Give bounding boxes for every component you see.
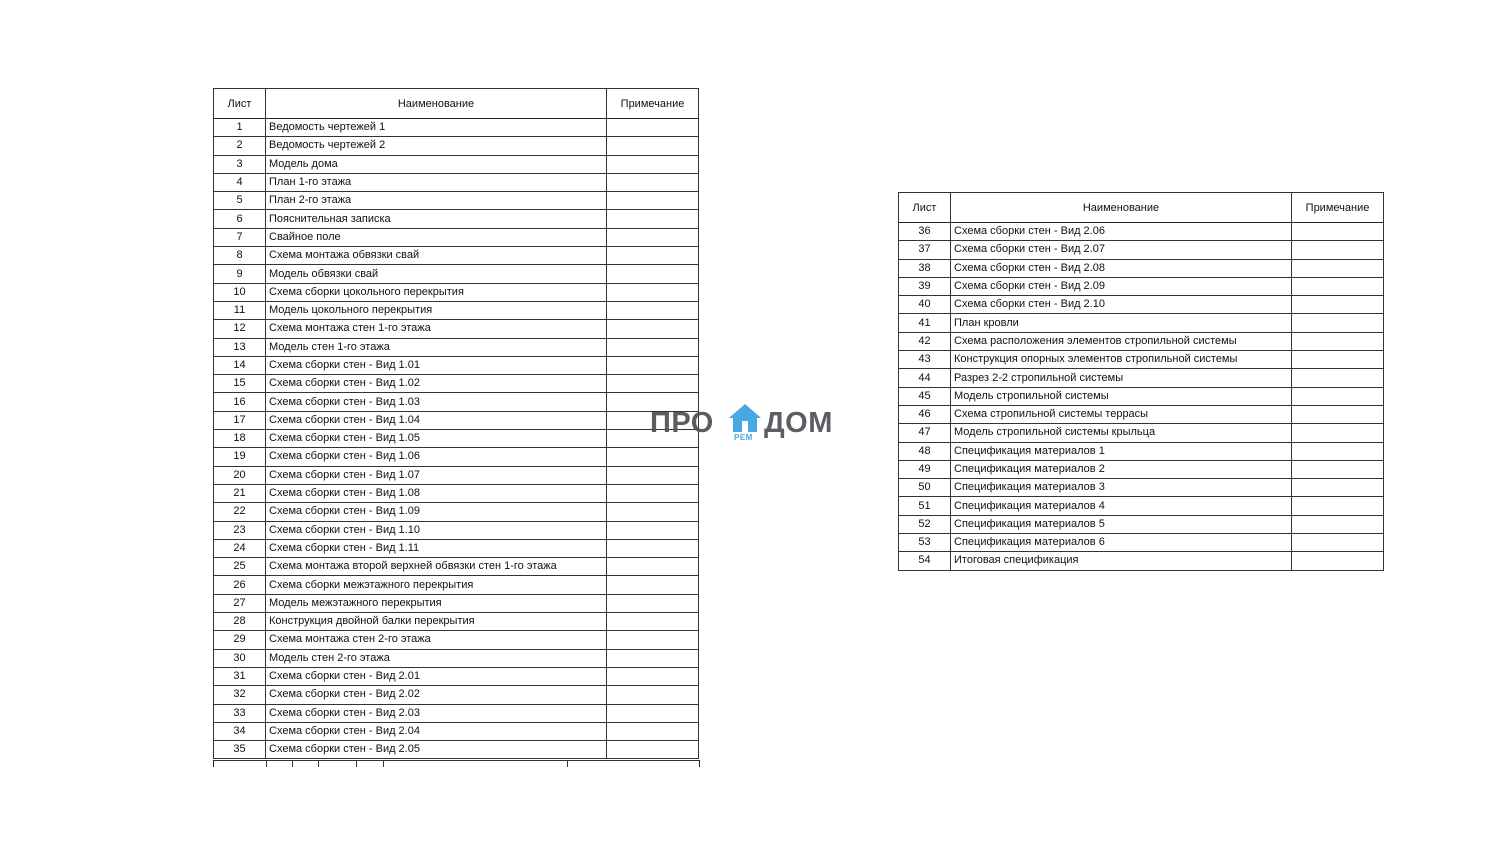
table-row [214, 667, 699, 685]
sheet-number-cell: 35 [214, 741, 266, 759]
note-cell [1292, 442, 1384, 460]
note-cell [1292, 351, 1384, 369]
sheet-name-cell: Разрез 2-2 стропильной системы [951, 369, 1292, 387]
sheet-number-cell: 6 [214, 210, 266, 228]
sheet-name-cell: Схема сборки стен - Вид 2.01 [266, 667, 607, 685]
sheet-name-cell: Модель стен 2-го этажа [266, 649, 607, 667]
drawing-list-table-left [213, 88, 699, 759]
column-header-note: Примечание [1292, 193, 1384, 223]
table-row [214, 558, 699, 576]
sheet-number-cell: 9 [214, 265, 266, 283]
table-row [899, 424, 1384, 442]
note-cell [607, 722, 699, 740]
sheet-name-cell: Спецификация материалов 1 [951, 442, 1292, 460]
note-cell [607, 301, 699, 319]
note-cell [1292, 314, 1384, 332]
note-cell [607, 686, 699, 704]
table-row [899, 223, 1384, 241]
sheet-name-cell: Спецификация материалов 3 [951, 479, 1292, 497]
sheet-name-cell: Пояснительная записка [266, 210, 607, 228]
note-cell [1292, 223, 1384, 241]
logo-word-right: ДОМ [764, 407, 833, 439]
table-row [899, 277, 1384, 295]
table-row [899, 332, 1384, 350]
sheet-number-cell: 16 [214, 393, 266, 411]
sheet-name-cell: Схема сборки межэтажного перекрытия [266, 576, 607, 594]
sheet-name-cell: Модель стропильной системы крыльца [951, 424, 1292, 442]
sheet-number-cell: 23 [214, 521, 266, 539]
note-cell [607, 448, 699, 466]
table-row [214, 210, 699, 228]
table-row [899, 351, 1384, 369]
sheet-name-cell: Спецификация материалов 5 [951, 515, 1292, 533]
table-row [214, 411, 699, 429]
sheet-name-cell: Схема сборки стен - Вид 2.06 [951, 223, 1292, 241]
note-cell [607, 375, 699, 393]
table-row [214, 704, 699, 722]
sheet-number-cell: 31 [214, 667, 266, 685]
sheet-number-cell: 20 [214, 466, 266, 484]
table-row [214, 356, 699, 374]
sheet-name-cell: Схема сборки стен - Вид 2.04 [266, 722, 607, 740]
note-cell [607, 173, 699, 191]
table-row [214, 448, 699, 466]
sheet-number-cell: 47 [899, 424, 951, 442]
sheet-name-cell: Схема монтажа обвязки свай [266, 247, 607, 265]
table-row [899, 314, 1384, 332]
table-row [214, 631, 699, 649]
table-row [899, 241, 1384, 259]
note-cell [1292, 552, 1384, 570]
sheet-name-cell: Схема стропильной системы террасы [951, 405, 1292, 423]
note-cell [607, 539, 699, 557]
drawing-list-table-right [898, 192, 1384, 571]
note-cell [1292, 534, 1384, 552]
sheet-name-cell: Схема сборки стен - Вид 2.09 [951, 277, 1292, 295]
sheet-name-cell: Схема сборки стен - Вид 2.07 [951, 241, 1292, 259]
sheet-number-cell: 26 [214, 576, 266, 594]
sheet-number-cell: 29 [214, 631, 266, 649]
note-cell [607, 521, 699, 539]
sheet-number-cell: 40 [899, 296, 951, 314]
sheet-number-cell: 21 [214, 484, 266, 502]
note-cell [1292, 369, 1384, 387]
sheet-name-cell: Ведомость чертежей 2 [266, 137, 607, 155]
note-cell [607, 558, 699, 576]
note-cell [1292, 497, 1384, 515]
note-cell [607, 484, 699, 502]
table-row [899, 515, 1384, 533]
sheet-name-cell: Итоговая спецификация [951, 552, 1292, 570]
sheet-name-cell: Схема сборки стен - Вид 2.10 [951, 296, 1292, 314]
sheet-number-cell: 2 [214, 137, 266, 155]
sheet-number-cell: 33 [214, 704, 266, 722]
table-row [214, 173, 699, 191]
sheet-name-cell: Схема сборки стен - Вид 1.10 [266, 521, 607, 539]
sheet-name-cell: Конструкция опорных элементов стропильной системы [951, 351, 1292, 369]
watermark-logo [650, 403, 850, 445]
sheet-name-cell: Схема сборки стен - Вид 1.08 [266, 484, 607, 502]
note-cell [1292, 515, 1384, 533]
sheet-number-cell: 28 [214, 613, 266, 631]
sheet-name-cell: Схема сборки стен - Вид 2.08 [951, 259, 1292, 277]
sheet-number-cell: 37 [899, 241, 951, 259]
sheet-number-cell: 8 [214, 247, 266, 265]
sheet-name-cell: Схема монтажа стен 2-го этажа [266, 631, 607, 649]
sheet-number-cell: 4 [214, 173, 266, 191]
note-cell [1292, 424, 1384, 442]
table-row [214, 247, 699, 265]
table-row [214, 594, 699, 612]
column-header-note: Примечание [607, 89, 699, 119]
table-row [899, 405, 1384, 423]
sheet-number-cell: 48 [899, 442, 951, 460]
table-row [214, 521, 699, 539]
house-icon [728, 403, 762, 433]
table-row [899, 479, 1384, 497]
title-block-fragment [213, 760, 700, 767]
sheet-name-cell: Схема сборки стен - Вид 1.05 [266, 430, 607, 448]
sheet-number-cell: 24 [214, 539, 266, 557]
sheet-name-cell: План 2-го этажа [266, 192, 607, 210]
table-row [899, 259, 1384, 277]
sheet-number-cell: 39 [899, 277, 951, 295]
table-row [899, 296, 1384, 314]
table-row [214, 283, 699, 301]
note-cell [1292, 405, 1384, 423]
sheet-number-cell: 10 [214, 283, 266, 301]
table-row [214, 119, 699, 137]
column-header-name: Наименование [266, 89, 607, 119]
note-cell [607, 338, 699, 356]
sheet-name-cell: Схема сборки стен - Вид 1.06 [266, 448, 607, 466]
sheet-name-cell: План кровли [951, 314, 1292, 332]
note-cell [607, 741, 699, 759]
sheet-number-cell: 53 [899, 534, 951, 552]
note-cell [607, 228, 699, 246]
sheet-name-cell: План 1-го этажа [266, 173, 607, 191]
logo-subtitle: РЕМ [734, 433, 753, 442]
sheet-number-cell: 36 [899, 223, 951, 241]
table-row [899, 387, 1384, 405]
table-row [214, 539, 699, 557]
note-cell [1292, 479, 1384, 497]
sheet-name-cell: Модель цокольного перекрытия [266, 301, 607, 319]
table-row [214, 430, 699, 448]
sheet-number-cell: 7 [214, 228, 266, 246]
note-cell [607, 119, 699, 137]
sheet-number-cell: 45 [899, 387, 951, 405]
sheet-name-cell: Схема сборки стен - Вид 2.05 [266, 741, 607, 759]
note-cell [607, 631, 699, 649]
sheet-name-cell: Свайное поле [266, 228, 607, 246]
table-row [214, 484, 699, 502]
sheet-name-cell: Схема сборки стен - Вид 1.11 [266, 539, 607, 557]
table-row [214, 375, 699, 393]
table-row [899, 442, 1384, 460]
note-cell [1292, 241, 1384, 259]
table-row [214, 228, 699, 246]
sheet-name-cell: Спецификация материалов 6 [951, 534, 1292, 552]
sheet-name-cell: Спецификация материалов 4 [951, 497, 1292, 515]
sheet-name-cell: Схема монтажа второй верхней обвязки стен 1-го этажа [266, 558, 607, 576]
column-header-name: Наименование [951, 193, 1292, 223]
sheet-number-cell: 49 [899, 460, 951, 478]
table-row [214, 155, 699, 173]
sheet-name-cell: Схема сборки стен - Вид 1.03 [266, 393, 607, 411]
note-cell [607, 320, 699, 338]
note-cell [607, 594, 699, 612]
sheet-name-cell: Спецификация материалов 2 [951, 460, 1292, 478]
note-cell [1292, 277, 1384, 295]
sheet-name-cell: Конструкция двойной балки перекрытия [266, 613, 607, 631]
table-row [214, 686, 699, 704]
sheet-number-cell: 11 [214, 301, 266, 319]
sheet-name-cell: Схема сборки стен - Вид 1.01 [266, 356, 607, 374]
note-cell [1292, 296, 1384, 314]
note-cell [1292, 460, 1384, 478]
sheet-number-cell: 27 [214, 594, 266, 612]
table-row [214, 722, 699, 740]
sheet-number-cell: 32 [214, 686, 266, 704]
table-row [214, 466, 699, 484]
sheet-number-cell: 3 [214, 155, 266, 173]
sheet-name-cell: Модель дома [266, 155, 607, 173]
table-header-row [899, 193, 1384, 223]
sheet-name-cell: Схема расположения элементов стропильной системы [951, 332, 1292, 350]
table-row [214, 649, 699, 667]
table-row [899, 369, 1384, 387]
sheet-number-cell: 42 [899, 332, 951, 350]
note-cell [607, 137, 699, 155]
sheet-number-cell: 30 [214, 649, 266, 667]
note-cell [607, 667, 699, 685]
table-row [214, 320, 699, 338]
sheet-number-cell: 13 [214, 338, 266, 356]
sheet-number-cell: 19 [214, 448, 266, 466]
sheet-number-cell: 12 [214, 320, 266, 338]
sheet-number-cell: 22 [214, 503, 266, 521]
sheet-number-cell: 17 [214, 411, 266, 429]
sheet-name-cell: Схема монтажа стен 1-го этажа [266, 320, 607, 338]
note-cell [607, 704, 699, 722]
table-row [899, 497, 1384, 515]
sheet-number-cell: 25 [214, 558, 266, 576]
sheet-name-cell: Схема сборки стен - Вид 2.03 [266, 704, 607, 722]
note-cell [607, 356, 699, 374]
sheet-number-cell: 46 [899, 405, 951, 423]
table-row [214, 192, 699, 210]
sheet-name-cell: Модель обвязки свай [266, 265, 607, 283]
table-row [214, 137, 699, 155]
sheet-number-cell: 50 [899, 479, 951, 497]
sheet-number-cell: 5 [214, 192, 266, 210]
note-cell [607, 503, 699, 521]
note-cell [607, 247, 699, 265]
sheet-name-cell: Модель межэтажного перекрытия [266, 594, 607, 612]
sheet-name-cell: Схема сборки стен - Вид 1.02 [266, 375, 607, 393]
table-row [214, 576, 699, 594]
table-row [214, 301, 699, 319]
table-row [214, 613, 699, 631]
sheet-number-cell: 15 [214, 375, 266, 393]
note-cell [1292, 332, 1384, 350]
sheet-name-cell: Модель стен 1-го этажа [266, 338, 607, 356]
sheet-name-cell: Ведомость чертежей 1 [266, 119, 607, 137]
column-header-sheet: Лист [899, 193, 951, 223]
table-row [214, 265, 699, 283]
note-cell [607, 576, 699, 594]
note-cell [1292, 387, 1384, 405]
sheet-name-cell: Модель стропильной системы [951, 387, 1292, 405]
sheet-name-cell: Схема сборки цокольного перекрытия [266, 283, 607, 301]
sheet-number-cell: 34 [214, 722, 266, 740]
table-row [899, 552, 1384, 570]
sheet-name-cell: Схема сборки стен - Вид 2.02 [266, 686, 607, 704]
sheet-number-cell: 54 [899, 552, 951, 570]
sheet-number-cell: 51 [899, 497, 951, 515]
logo-word-left: ПРО [650, 407, 714, 439]
sheet-number-cell: 38 [899, 259, 951, 277]
table-row [899, 534, 1384, 552]
sheet-number-cell: 18 [214, 430, 266, 448]
note-cell [607, 210, 699, 228]
note-cell [607, 155, 699, 173]
table-row [214, 393, 699, 411]
table-row [899, 460, 1384, 478]
note-cell [1292, 259, 1384, 277]
sheet-number-cell: 14 [214, 356, 266, 374]
table-header-row [214, 89, 699, 119]
sheet-number-cell: 44 [899, 369, 951, 387]
column-header-sheet: Лист [214, 89, 266, 119]
sheet-number-cell: 1 [214, 119, 266, 137]
sheet-number-cell: 43 [899, 351, 951, 369]
sheet-number-cell: 52 [899, 515, 951, 533]
sheet-number-cell: 41 [899, 314, 951, 332]
table-row [214, 741, 699, 759]
note-cell [607, 283, 699, 301]
sheet-name-cell: Схема сборки стен - Вид 1.04 [266, 411, 607, 429]
note-cell [607, 466, 699, 484]
sheet-name-cell: Схема сборки стен - Вид 1.09 [266, 503, 607, 521]
table-row [214, 503, 699, 521]
sheet-name-cell: Схема сборки стен - Вид 1.07 [266, 466, 607, 484]
note-cell [607, 649, 699, 667]
table-row [214, 338, 699, 356]
note-cell [607, 613, 699, 631]
note-cell [607, 192, 699, 210]
note-cell [607, 265, 699, 283]
